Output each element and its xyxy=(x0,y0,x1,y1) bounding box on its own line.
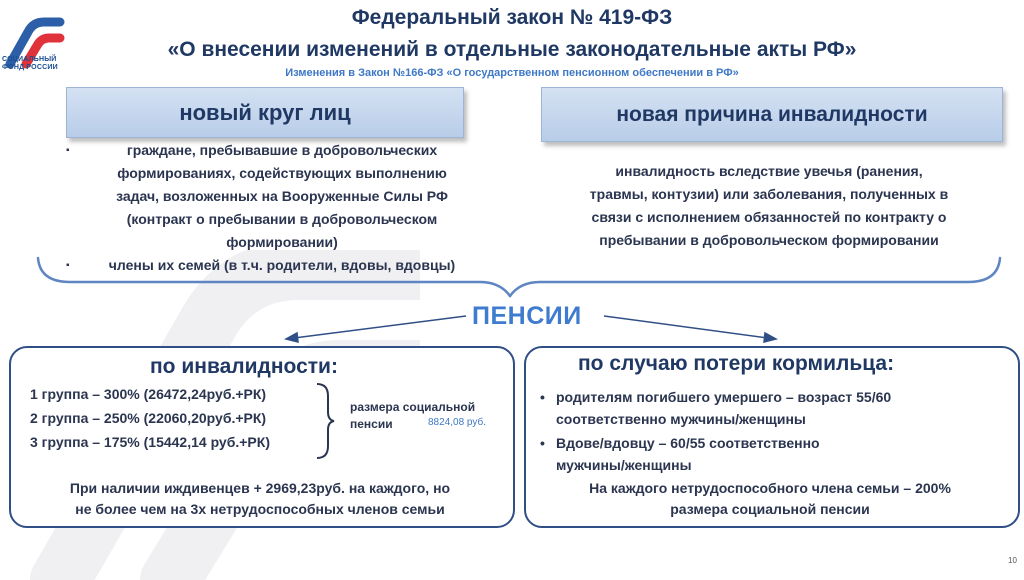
family-member-note xyxy=(530,478,1010,520)
family-member-note-line: На каждого нетрудоспособного члена семьи – 200% xyxy=(589,480,951,496)
dependents-note xyxy=(20,478,500,520)
list-item-line: соответственно мужчины/женщины xyxy=(556,411,806,427)
bullet-icon: • xyxy=(540,435,545,451)
dependents-note-line: При наличии иждивенцев + 2969,23руб. на каждого, но xyxy=(69,480,451,496)
group-1-row: 1 группа – 300% (26472,24руб.+РК) xyxy=(30,386,267,402)
bullet-icon: • xyxy=(540,389,545,405)
logo-line1: СОЦИАЛЬНЫЙ xyxy=(2,56,57,63)
list-item-line: Вдове/вдовцу – 60/55 соответственно xyxy=(556,435,820,451)
arrow-right-head xyxy=(764,333,776,342)
bullet-icon: ▪ xyxy=(66,260,70,271)
group-2-row: 2 группа – 250% (22060,20руб.+РК) xyxy=(30,410,267,426)
page-subtitle: Изменения в Закон №166-ФЗ «О государственном пенсионном обеспечении в РФ» xyxy=(285,67,739,79)
family-member-note-line: размера социальной пенсии xyxy=(670,501,870,517)
page-title-line1: Федеральный закон № 419-ФЗ xyxy=(351,6,673,29)
survivor-box-title: по случаю потери кормильца: xyxy=(578,352,895,375)
list-item xyxy=(540,432,820,476)
group-brace-icon xyxy=(314,382,336,460)
group-3-row: 3 группа – 175% (15442,14 руб.+РК) xyxy=(30,434,270,450)
pensions-label: ПЕНСИИ xyxy=(472,302,582,330)
list-item-line: мужчины/женщины xyxy=(556,457,692,473)
list-item-line: члены их семей (в т.ч. родители, вдовы, вдовцы) xyxy=(108,257,456,273)
list-item-line: формировании) xyxy=(226,234,338,250)
list-item-line: формированиях, содействующих выполнению xyxy=(117,165,447,181)
arrow-right-line xyxy=(604,316,768,338)
text-line: связи с исполнением обязанностей по контракту о xyxy=(591,209,947,225)
social-pension-amount: 8824,08 руб. xyxy=(428,417,486,428)
arrow-left-head xyxy=(286,333,298,342)
social-pension-note-2: пенсии xyxy=(350,417,393,431)
logo-line2: ФОНД РОССИИ xyxy=(2,64,58,71)
text-line: травмы, контузии) или заболевания, полученных в xyxy=(589,186,949,202)
page-title-line2: «О внесении изменений в отдельные законодательные акты РФ» xyxy=(167,38,857,61)
page-number: 10 xyxy=(1008,556,1017,565)
brace-left-arc xyxy=(38,258,510,296)
social-pension-note: размера социальной xyxy=(350,400,476,414)
disability-box-title: по инвалидности: xyxy=(150,355,338,378)
list-item-line: граждане, пребывавшие в добровольческих xyxy=(126,142,438,158)
brace-right-arc xyxy=(510,258,1000,296)
dependents-note-line: не более чем на 3х нетрудоспособных членов семьи xyxy=(75,501,445,517)
list-item xyxy=(540,386,891,430)
list-item-line: родителям погибшего умершего – возраст 55/60 xyxy=(556,389,892,405)
text-line: пребывании в добровольческом формировании xyxy=(599,232,939,248)
arrow-left-line xyxy=(294,316,466,338)
new-persons-banner: новый круг лиц xyxy=(66,87,464,138)
text-line: инвалидность вследствие увечья (ранения, xyxy=(615,163,923,179)
new-disability-cause-banner: новая причина инвалидности xyxy=(541,87,1003,142)
list-item-line: задач, возложенных на Вооруженные Силы РФ xyxy=(116,188,448,204)
list-item-line: (контракт о пребывании в добровольческом xyxy=(126,211,438,227)
bullet-icon: ▪ xyxy=(66,145,70,156)
